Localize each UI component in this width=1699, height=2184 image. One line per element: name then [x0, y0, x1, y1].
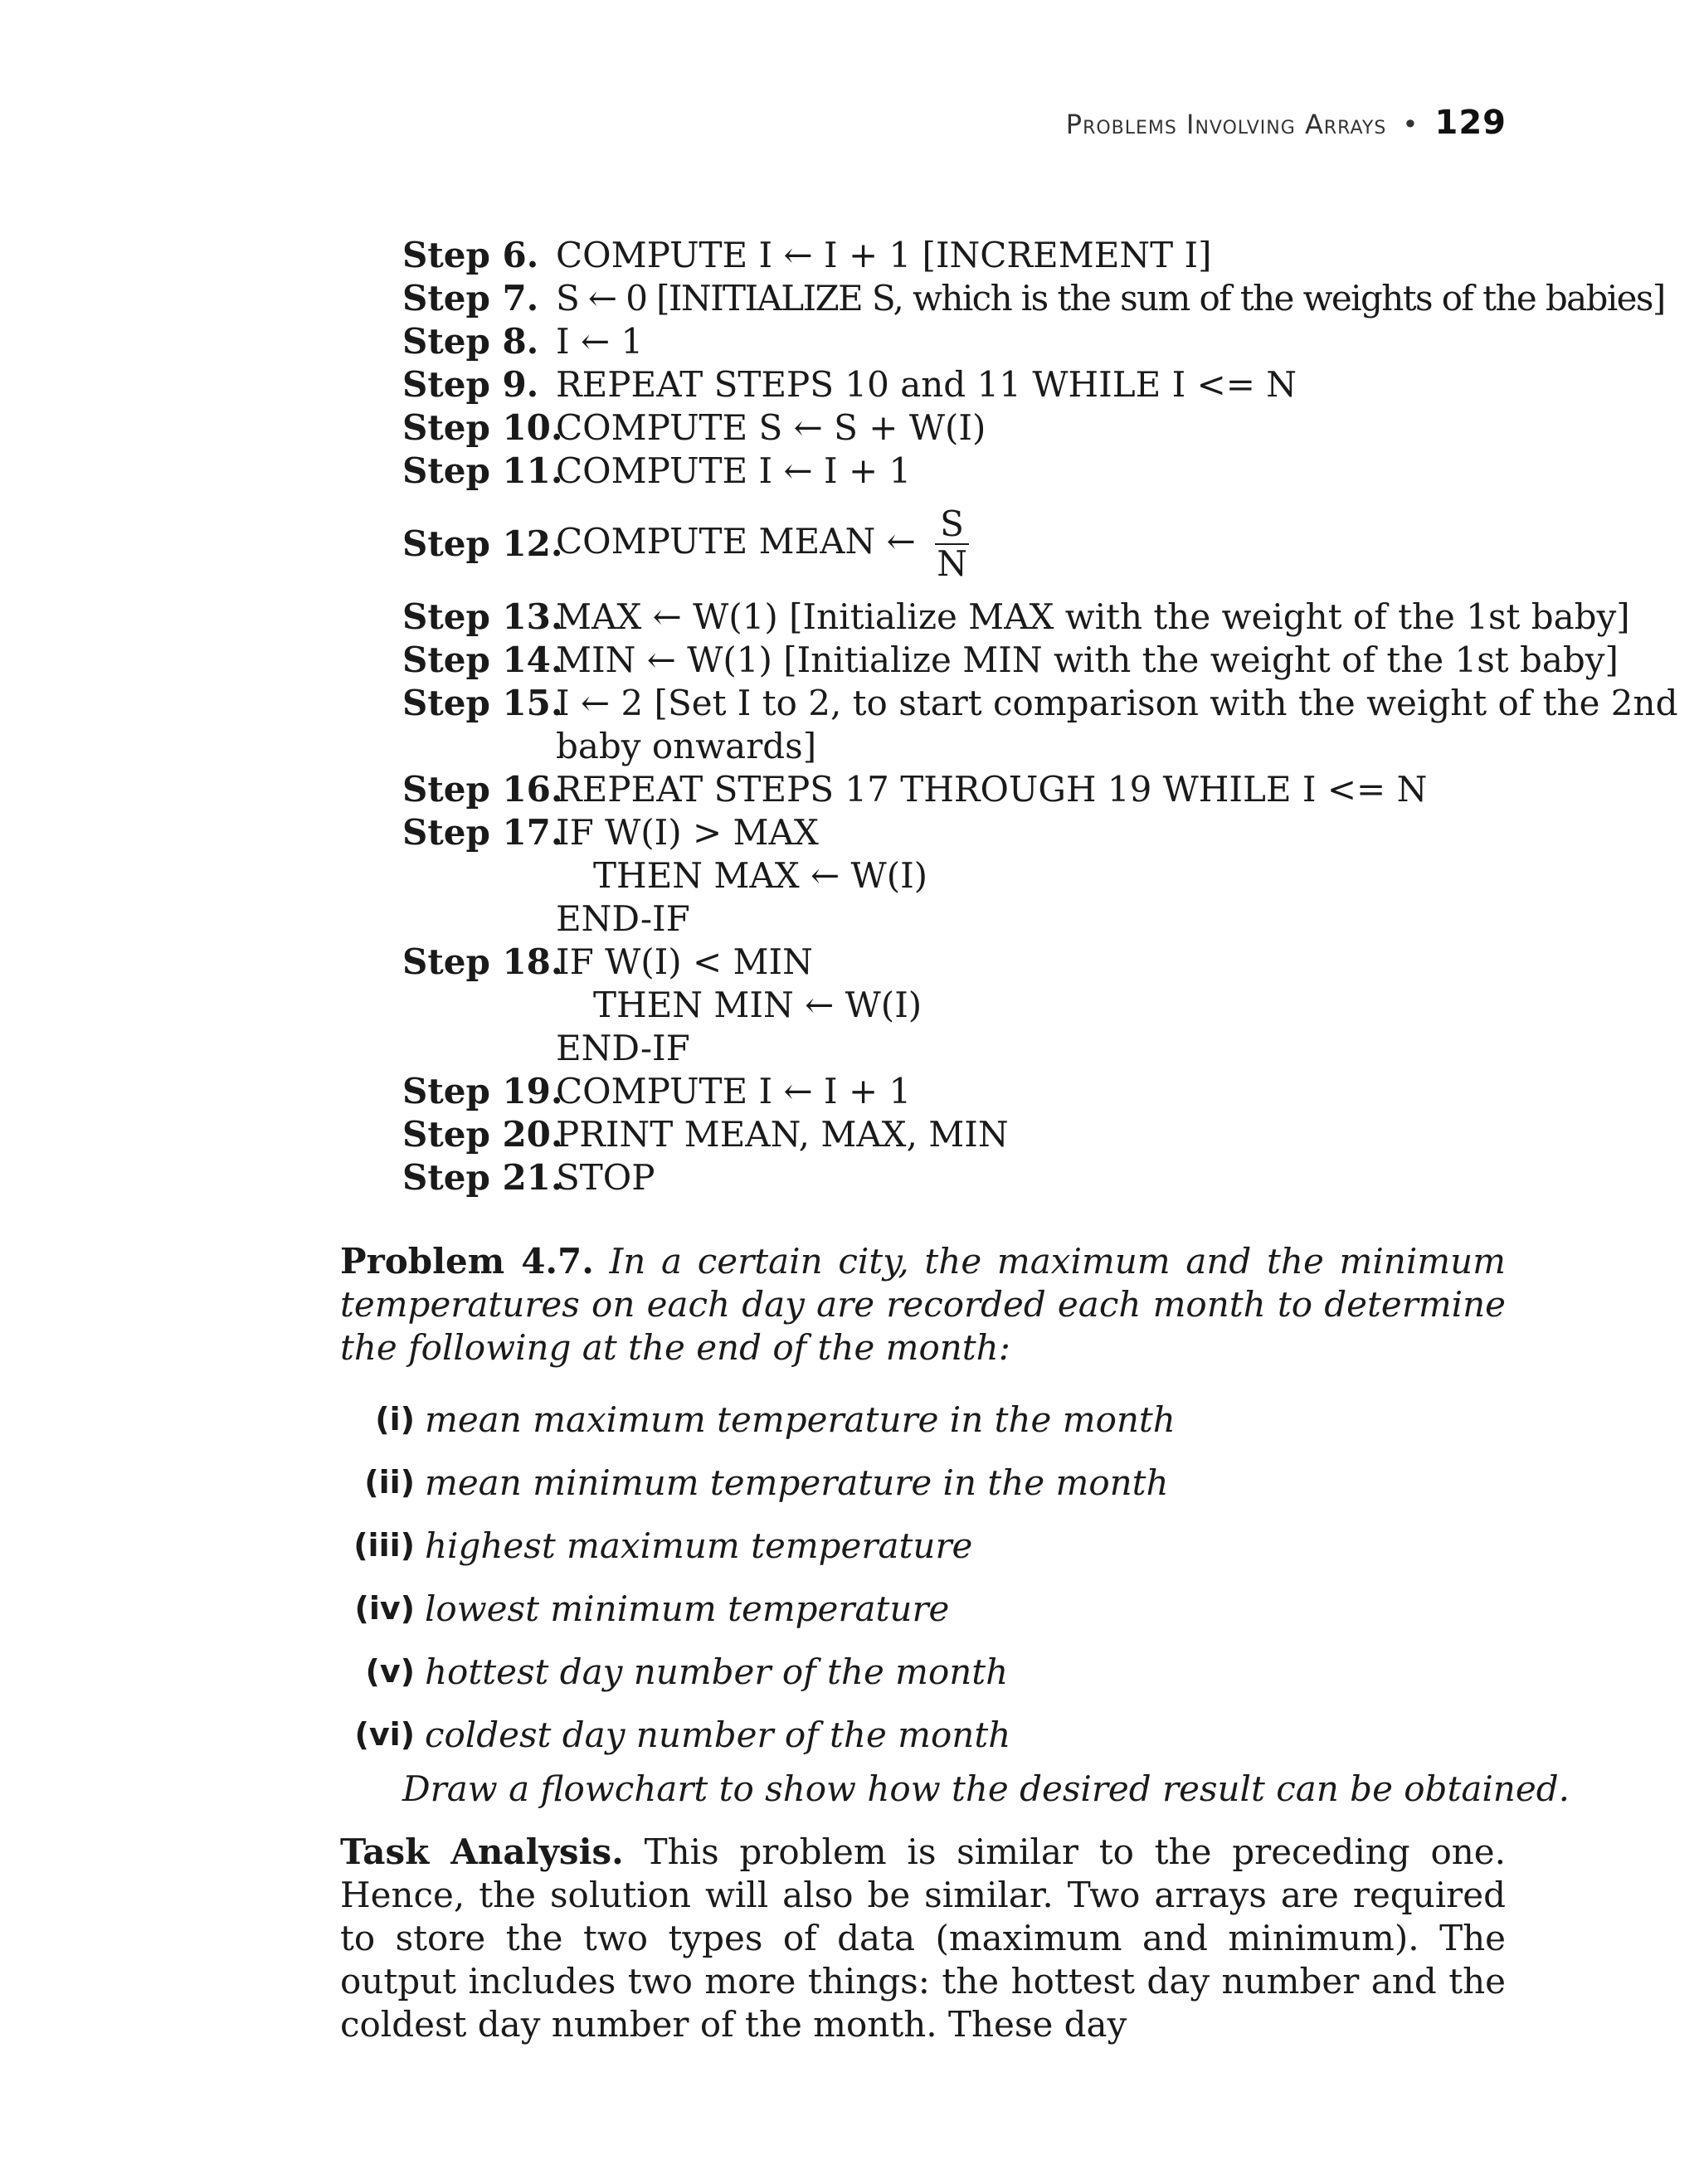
step-label: Step 7. [402, 278, 539, 319]
step-continuation: baby onwards] [556, 726, 817, 766]
step-text: REPEAT STEPS 17 THROUGH 19 WHILE I <= N [556, 769, 1428, 810]
step-label: Step 10. [402, 407, 563, 448]
step-20 [402, 1113, 1514, 1156]
step-then: THEN MAX ← W(I) [593, 855, 928, 896]
step-text: MAX ← W(1) [Initialize MAX with the weight of the 1st baby] [556, 596, 1630, 637]
step-label: Step 14. [402, 640, 563, 680]
fraction-numerator: S [935, 505, 969, 545]
step-end-if: END-IF [556, 898, 690, 939]
problem-label: Problem 4.7. [340, 1241, 594, 1282]
item-number: (iii) [353, 1527, 415, 1564]
item-text: hottest day number of the month [425, 1651, 1009, 1692]
step-then: THEN MIN ← W(I) [593, 985, 923, 1025]
step-text [556, 505, 1514, 583]
step-9 [402, 363, 1514, 406]
step-end-if: END-IF [556, 1028, 690, 1068]
fraction [935, 505, 969, 583]
list-item [340, 1703, 1176, 1766]
list-item [340, 1388, 1176, 1451]
step-text: IF W(I) < MIN [556, 941, 813, 982]
step-14 [402, 639, 1619, 682]
page-number: 129 [1434, 104, 1507, 142]
item-number: (ii) [364, 1464, 415, 1501]
step-label: Step 16. [402, 769, 563, 810]
step-text: REPEAT STEPS 10 and 11 WHILE I <= N [556, 364, 1297, 405]
algorithm-steps [402, 234, 1678, 1199]
task-analysis-label: Task Analysis. [340, 1831, 624, 1872]
step-label: Step 9. [402, 364, 539, 405]
step-label: Step 6. [402, 235, 539, 275]
step-text: IF W(I) > MAX [556, 812, 819, 853]
list-item [340, 1640, 1176, 1703]
step-label: Step 18. [402, 941, 563, 982]
item-text: coldest day number of the month [425, 1714, 1011, 1755]
step-7 [402, 277, 1665, 320]
list-item [340, 1577, 1176, 1640]
step-text: STOP [556, 1157, 655, 1198]
step-label: Step 8. [402, 321, 539, 362]
step-text: PRINT MEAN, MAX, MIN [556, 1114, 1009, 1155]
step-15 [402, 682, 1678, 725]
step-18 [402, 941, 1514, 984]
step-6 [402, 234, 1514, 277]
step-text: I ← 2 [Set I to 2, to start comparison with the weight of the 2nd [556, 683, 1678, 723]
step-label: Step 12. [402, 523, 563, 564]
step-8 [402, 320, 1514, 363]
step-16 [402, 768, 1514, 811]
step-17 [402, 811, 1514, 854]
step-text: COMPUTE I ← I + 1 [INCREMENT I] [556, 235, 1212, 275]
step-text: I ← 1 [556, 321, 644, 362]
step-label: Step 17. [402, 812, 563, 853]
item-text: mean maximum temperature in the month [425, 1398, 1176, 1440]
instruction-text: Draw a flowchart to show how the desired result can be obtained. [402, 1768, 1570, 1809]
step-text: COMPUTE S ← S + W(I) [556, 407, 986, 448]
step-label: Step 20. [402, 1114, 563, 1155]
step-10 [402, 406, 1514, 450]
item-text: lowest minimum temperature [425, 1588, 950, 1629]
step-label: Step 15. [402, 683, 563, 723]
item-number: (vi) [354, 1716, 415, 1753]
step-text: MIN ← W(1) [Initialize MIN with the weight of the 1st baby] [556, 640, 1619, 680]
step-text: COMPUTE I ← I + 1 [556, 450, 912, 491]
running-header [1066, 104, 1507, 142]
list-item [340, 1514, 1176, 1577]
step-text: COMPUTE I ← I + 1 [556, 1071, 912, 1111]
step-label: Step 21. [402, 1157, 563, 1198]
running-head-title: Problems Involving Arrays [1065, 109, 1387, 140]
step-13 [402, 596, 1630, 639]
requirements-list [340, 1388, 1176, 1766]
task-analysis-text: This problem is similar to the preceding one. Hence, the solution will also be similar. Two arrays are required to store the two types of data (maximum and minimum). The output includes two more things: the hottest day number and the coldest day number of the month. These day [340, 1831, 1506, 2045]
step-11 [402, 450, 1514, 493]
header-separator: • [1402, 109, 1419, 140]
task-analysis [340, 1831, 1506, 2046]
step-12 [402, 493, 1514, 596]
item-number: (iv) [354, 1590, 415, 1627]
step-text-main: COMPUTE MEAN ← [556, 521, 916, 562]
step-label: Step 19. [402, 1071, 563, 1111]
list-item [340, 1451, 1176, 1514]
step-text: S ← 0 [INITIALIZE S, which is the sum of the weights of the babies] [556, 278, 1665, 319]
item-number: (i) [375, 1401, 415, 1437]
problem-text: In a certain city, the maximum and the minimum temperatures on each day are recorded each month to determine the following at the end of the month: [340, 1241, 1506, 1368]
item-number: (v) [365, 1653, 415, 1690]
step-19 [402, 1070, 1514, 1113]
step-21 [402, 1156, 1514, 1199]
problem-statement [340, 1240, 1506, 1369]
item-text: highest maximum temperature [425, 1525, 973, 1566]
step-label: Step 13. [402, 596, 563, 637]
item-text: mean minimum temperature in the month [425, 1462, 1169, 1503]
fraction-denominator: N [937, 543, 967, 584]
step-label: Step 11. [402, 450, 563, 491]
